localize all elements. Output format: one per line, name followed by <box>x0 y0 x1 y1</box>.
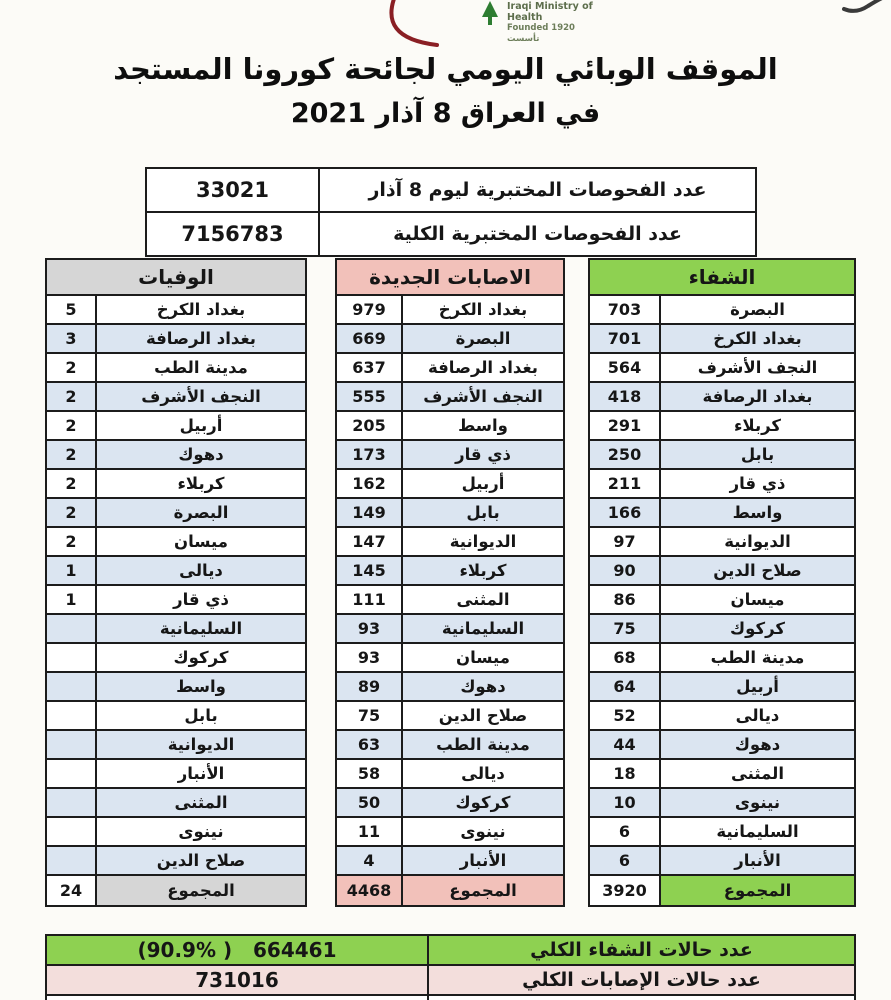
province-name: كركوك <box>402 788 564 817</box>
province-count: 97 <box>589 527 660 556</box>
province-name: صلاح الدين <box>96 846 306 875</box>
province-count: 703 <box>589 295 660 324</box>
province-name: بغداد الرصافة <box>660 382 855 411</box>
province-count: 93 <box>336 614 402 643</box>
province-name: مدينة الطب <box>402 730 564 759</box>
province-count: 2 <box>46 353 96 382</box>
table-row <box>46 353 306 382</box>
province-count <box>46 614 96 643</box>
province-count: 564 <box>589 353 660 382</box>
province-name: أربيل <box>660 672 855 701</box>
province-count: 44 <box>589 730 660 759</box>
province-count: 2 <box>46 469 96 498</box>
province-count: 111 <box>336 585 402 614</box>
province-name: دهوك <box>402 672 564 701</box>
report-title-line2: في العراق 8 آذار 2021 <box>290 98 601 129</box>
logo-text <box>507 1 605 45</box>
province-name: مدينة الطب <box>96 353 306 382</box>
province-name: السليمانية <box>402 614 564 643</box>
table-row <box>146 168 756 212</box>
total-tests-value: 7156783 <box>146 212 319 256</box>
province-name: ميسان <box>96 527 306 556</box>
table-row <box>46 643 306 672</box>
province-name: ذي قار <box>660 469 855 498</box>
province-count <box>46 643 96 672</box>
province-count: 162 <box>336 469 402 498</box>
province-count: 418 <box>589 382 660 411</box>
province-count: 89 <box>336 672 402 701</box>
table-row <box>46 527 306 556</box>
table-row <box>146 212 756 256</box>
province-count: 63 <box>336 730 402 759</box>
province-count: 2 <box>46 411 96 440</box>
province-count <box>46 701 96 730</box>
province-count <box>46 730 96 759</box>
logo-tree-icon <box>482 1 498 25</box>
table-row <box>589 730 855 759</box>
report-title <box>0 46 891 136</box>
daily-tests-value: 33021 <box>146 168 319 212</box>
table-row <box>336 440 564 469</box>
province-name: السليمانية <box>96 614 306 643</box>
table-new-cases <box>335 258 565 907</box>
province-name: نينوى <box>96 817 306 846</box>
province-name: الديوانية <box>660 527 855 556</box>
province-count: 86 <box>589 585 660 614</box>
province-name: السليمانية <box>660 817 855 846</box>
province-count: 6 <box>589 846 660 875</box>
founded-en: Founded 1920 <box>507 23 575 33</box>
table-title-deaths: الوفيات <box>46 259 306 295</box>
lab-tests-table <box>145 167 757 257</box>
province-count: 5 <box>46 295 96 324</box>
table-row <box>336 527 564 556</box>
table-deaths <box>45 258 307 907</box>
province-name: البصرة <box>402 324 564 353</box>
province-name: كربلاء <box>660 411 855 440</box>
province-count: 2 <box>46 382 96 411</box>
founded-ar: تأسست <box>507 34 540 44</box>
province-name: المثنى <box>96 788 306 817</box>
table-header-row <box>336 259 564 295</box>
province-count: 1 <box>46 585 96 614</box>
province-name: كركوك <box>96 643 306 672</box>
province-name: دهوك <box>96 440 306 469</box>
table-row <box>589 527 855 556</box>
table-row <box>336 295 564 324</box>
table-row <box>336 469 564 498</box>
table-row <box>46 788 306 817</box>
province-name: أربيل <box>96 411 306 440</box>
table-title-recoveries: الشفاء <box>589 259 855 295</box>
province-name: المثنى <box>402 585 564 614</box>
table-row <box>589 382 855 411</box>
province-name: ذي قار <box>402 440 564 469</box>
table-row <box>589 440 855 469</box>
total-recoveries-value: (90.9% ) 664461 <box>46 935 428 965</box>
province-name: ميسان <box>402 643 564 672</box>
table-row <box>589 846 855 875</box>
province-count: 52 <box>589 701 660 730</box>
table-row <box>46 730 306 759</box>
total-value: 24 <box>46 875 96 906</box>
province-name: بغداد الكرخ <box>96 295 306 324</box>
table-row <box>46 469 306 498</box>
ministry-name-en: Iraqi Ministry of Health <box>507 1 593 23</box>
table-row <box>336 556 564 585</box>
table-row <box>46 759 306 788</box>
province-name: النجف الأشرف <box>660 353 855 382</box>
province-name: الأنبار <box>660 846 855 875</box>
province-name: النجف الأشرف <box>96 382 306 411</box>
table-row <box>336 498 564 527</box>
province-name: البصرة <box>96 498 306 527</box>
table-row <box>336 701 564 730</box>
cropped-calligraphy-mark <box>838 0 886 16</box>
province-count <box>46 672 96 701</box>
table-row <box>336 585 564 614</box>
province-name: ديالى <box>660 701 855 730</box>
table-row <box>336 382 564 411</box>
table-title-new-cases: الاصابات الجديدة <box>336 259 564 295</box>
table-row <box>46 498 306 527</box>
total-cases-label: عدد حالات الإصابات الكلي <box>428 965 855 995</box>
province-name: النجف الأشرف <box>402 382 564 411</box>
table-row <box>589 788 855 817</box>
total-cases-value: 731016 <box>46 965 428 995</box>
province-name: بغداد الكرخ <box>660 324 855 353</box>
province-count <box>46 759 96 788</box>
table-row <box>589 295 855 324</box>
table-row <box>46 817 306 846</box>
province-tables <box>45 258 856 907</box>
province-count: 93 <box>336 643 402 672</box>
table-row <box>46 614 306 643</box>
province-count: 6 <box>589 817 660 846</box>
province-name: بابل <box>96 701 306 730</box>
table-row <box>589 469 855 498</box>
province-count: 701 <box>589 324 660 353</box>
daily-tests-label: عدد الفحوصات المختبرية ليوم 8 آذار <box>319 168 756 212</box>
province-count <box>46 817 96 846</box>
report-title-line1: الموقف الوبائي اليومي لجائحة كورونا المستجد <box>113 52 778 86</box>
province-name: ميسان <box>660 585 855 614</box>
table-header-row <box>589 259 855 295</box>
table-row <box>46 440 306 469</box>
province-count: 291 <box>589 411 660 440</box>
table-row <box>46 295 306 324</box>
table-row <box>589 585 855 614</box>
table-row <box>589 614 855 643</box>
summary-table <box>45 934 856 1000</box>
province-count <box>46 846 96 875</box>
province-name: نينوى <box>660 788 855 817</box>
province-count: 18 <box>589 759 660 788</box>
table-row <box>589 817 855 846</box>
province-name: بغداد الرصافة <box>96 324 306 353</box>
province-count: 68 <box>589 643 660 672</box>
province-count: 4 <box>336 846 402 875</box>
province-count: 75 <box>336 701 402 730</box>
table-row <box>336 411 564 440</box>
province-count: 205 <box>336 411 402 440</box>
province-name: واسط <box>96 672 306 701</box>
table-row <box>336 788 564 817</box>
table-row <box>46 324 306 353</box>
province-name: البصرة <box>660 295 855 324</box>
province-count: 50 <box>336 788 402 817</box>
table-row <box>589 411 855 440</box>
table-row <box>589 701 855 730</box>
table-row <box>589 643 855 672</box>
province-name: نينوى <box>402 817 564 846</box>
province-count: 1 <box>46 556 96 585</box>
province-name: بغداد الكرخ <box>402 295 564 324</box>
table-total-row <box>46 875 306 906</box>
total-label: المجموع <box>96 875 306 906</box>
total-label: المجموع <box>402 875 564 906</box>
province-name: صلاح الدين <box>402 701 564 730</box>
province-count: 10 <box>589 788 660 817</box>
province-count: 250 <box>589 440 660 469</box>
province-count: 149 <box>336 498 402 527</box>
province-name: دهوك <box>660 730 855 759</box>
province-name: ديالى <box>96 556 306 585</box>
table-total-row <box>336 875 564 906</box>
province-name: كربلاء <box>402 556 564 585</box>
table-row <box>589 556 855 585</box>
province-name: الأنبار <box>402 846 564 875</box>
table-row <box>46 965 855 995</box>
province-name: المثنى <box>660 759 855 788</box>
province-name: ذي قار <box>96 585 306 614</box>
province-count: 211 <box>589 469 660 498</box>
province-name: واسط <box>660 498 855 527</box>
table-row <box>336 614 564 643</box>
table-row <box>336 353 564 382</box>
table-row <box>336 730 564 759</box>
province-count: 90 <box>589 556 660 585</box>
table-row <box>46 846 306 875</box>
total-label: المجموع <box>660 875 855 906</box>
province-count: 3 <box>46 324 96 353</box>
table-row <box>336 817 564 846</box>
table-row <box>336 759 564 788</box>
province-name: بغداد الرصافة <box>402 353 564 382</box>
province-count: 2 <box>46 440 96 469</box>
total-value: 3920 <box>589 875 660 906</box>
province-count: 166 <box>589 498 660 527</box>
province-name: الديوانية <box>402 527 564 556</box>
province-count: 2 <box>46 498 96 527</box>
province-name: كربلاء <box>96 469 306 498</box>
province-count: 979 <box>336 295 402 324</box>
table-row <box>589 353 855 382</box>
table-recoveries <box>588 258 856 907</box>
province-count: 64 <box>589 672 660 701</box>
province-count: 145 <box>336 556 402 585</box>
province-name: الأنبار <box>96 759 306 788</box>
table-row <box>46 935 855 965</box>
province-name: صلاح الدين <box>660 556 855 585</box>
total-tests-label: عدد الفحوصات المختبرية الكلية <box>319 212 756 256</box>
table-row <box>589 498 855 527</box>
table-row <box>46 411 306 440</box>
province-name: مدينة الطب <box>660 643 855 672</box>
table-row-cropped <box>46 995 855 1000</box>
province-name: ديالى <box>402 759 564 788</box>
table-row <box>589 324 855 353</box>
table-row <box>46 672 306 701</box>
province-name: بابل <box>402 498 564 527</box>
total-recoveries-label: عدد حالات الشفاء الكلي <box>428 935 855 965</box>
province-count: 75 <box>589 614 660 643</box>
province-count: 2 <box>46 527 96 556</box>
province-count: 669 <box>336 324 402 353</box>
table-row <box>46 585 306 614</box>
table-row <box>589 672 855 701</box>
table-row <box>46 701 306 730</box>
table-row <box>336 672 564 701</box>
table-row <box>336 643 564 672</box>
table-row <box>336 324 564 353</box>
table-row <box>589 759 855 788</box>
province-name: بابل <box>660 440 855 469</box>
total-value: 4468 <box>336 875 402 906</box>
table-header-row <box>46 259 306 295</box>
table-row <box>46 382 306 411</box>
table-total-row <box>589 875 855 906</box>
province-count: 147 <box>336 527 402 556</box>
province-name: واسط <box>402 411 564 440</box>
province-name: كركوك <box>660 614 855 643</box>
table-row <box>46 556 306 585</box>
province-name: الديوانية <box>96 730 306 759</box>
province-name: أربيل <box>402 469 564 498</box>
province-count: 173 <box>336 440 402 469</box>
province-count: 555 <box>336 382 402 411</box>
ministry-logo <box>365 0 605 50</box>
province-count: 11 <box>336 817 402 846</box>
province-count <box>46 788 96 817</box>
province-count: 637 <box>336 353 402 382</box>
table-row <box>336 846 564 875</box>
province-count: 58 <box>336 759 402 788</box>
